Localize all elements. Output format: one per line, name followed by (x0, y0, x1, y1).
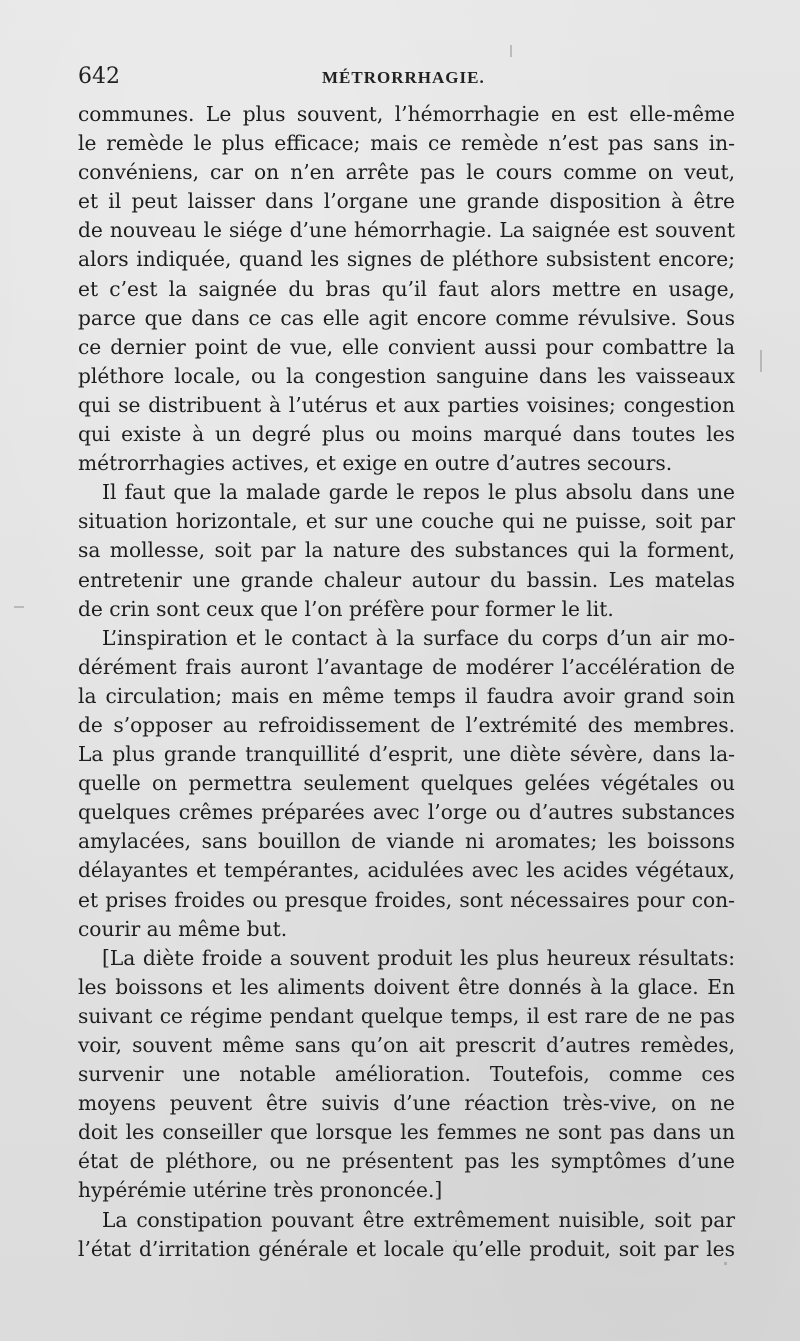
text-line: situation horizontale, et sur une couche qui ne puisse, soit par (78, 509, 735, 534)
text-line: quelques crêmes préparées avec l’orge ou d’autres substances (78, 800, 735, 825)
text-line: ce dernier point de vue, elle convient aussi pour combattre la (78, 334, 735, 359)
text-line: métrorrhagies actives, et exige en outre d’autres secours. (78, 451, 673, 476)
text-line: de s’opposer au refroidissement de l’extrémité des membres. (78, 712, 735, 737)
paragraph-first-line: L’inspiration et le contact à la surface du corps d’un air mo- (102, 625, 735, 650)
paragraph-first-line: [La diète froide a souvent produit les plus heureux résultats: (102, 945, 735, 970)
text-line: convéniens, car on n’en arrête pas le cours comme on veut, (78, 160, 735, 185)
text-line: suivant ce régime pendant quelque temps, il est rare de ne pas (78, 1003, 735, 1028)
paragraph-first-line: Il faut que la malade garde le repos le plus absolu dans une (102, 480, 735, 505)
text-line: moyens peuvent être suivis d’une réaction très-vive, on ne (78, 1091, 735, 1116)
text-line: doit les conseiller que lorsque les femmes ne sont pas dans un (78, 1120, 735, 1145)
text-line: l’état d’irritation générale et locale qu’elle produit, soit par les (78, 1236, 735, 1261)
text-line: communes. Le plus souvent, l’hémorrhagie en est elle-même (78, 102, 735, 126)
text-line: la circulation; mais en même temps il faudra avoir grand soin (78, 683, 735, 708)
paragraph-first-line: La constipation pouvant être extrêmement nuisible, soit par (102, 1207, 735, 1232)
text-line: alors indiquée, quand les signes de pléthore subsistent encore; (78, 247, 735, 272)
text-line: et il peut laisser dans l’organe une grande disposition à être (78, 189, 735, 214)
text-line: quelle on permettra seulement quelques gelées végétales ou (78, 771, 735, 796)
page-header (0, 64, 800, 98)
text-line: qui existe à un degré plus ou moins marqué dans toutes les (78, 422, 735, 447)
text-line: parce que dans ce cas elle agit encore comme révulsive. Sous (78, 305, 735, 330)
text-line: survenir une notable amélioration. Toutefois, comme ces (78, 1062, 735, 1087)
text-line: pléthore locale, ou la congestion sanguine dans les vaisseaux (78, 363, 735, 388)
text-line: amylacées, sans bouillon de viande ni aromates; les boissons (78, 829, 735, 854)
text-line: et prises froides ou presque froides, sont nécessaires pour con- (78, 887, 735, 912)
text-line: La plus grande tranquillité d’esprit, une diète sévère, dans la- (78, 742, 735, 767)
body-text (78, 100, 735, 1264)
text-line: et c’est la saignée du bras qu’il faut alors mettre en usage, (78, 276, 735, 301)
text-line: sa mollesse, soit par la nature des substances qui la forment, (78, 538, 735, 563)
text-line: de nouveau le siége d’une hémorrhagie. La saignée est souvent (78, 218, 735, 243)
text-line: dérément frais auront l’avantage de modérer l’accélération de (78, 654, 735, 679)
text-line: le remède le plus efficace; mais ce remède n’est pas sans in- (78, 131, 735, 156)
text-line: état de pléthore, ou ne présentent pas les symptômes d’une (78, 1149, 735, 1174)
text-line: les boissons et les aliments doivent être donnés à la glace. En (78, 974, 735, 999)
text-line: qui se distribuent à l’utérus et aux parties voisines; congestion (78, 392, 735, 417)
text-line: hypérémie utérine très prononcée.] (78, 1178, 443, 1203)
text-line: de crin sont ceux que l’on préfère pour former le lit. (78, 596, 614, 621)
text-line: courir au même but. (78, 916, 288, 941)
text-line: voir, souvent même sans qu’on ait prescrit d’autres remèdes, (78, 1033, 735, 1057)
text-line: entretenir une grande chaleur autour du bassin. Les matelas (78, 567, 735, 592)
running-head: MÉTRORRHAGIE. (322, 68, 485, 87)
text-line: délayantes et tempérantes, acidulées avec les acides végétaux, (78, 858, 735, 883)
page-number: 642 (78, 64, 120, 89)
